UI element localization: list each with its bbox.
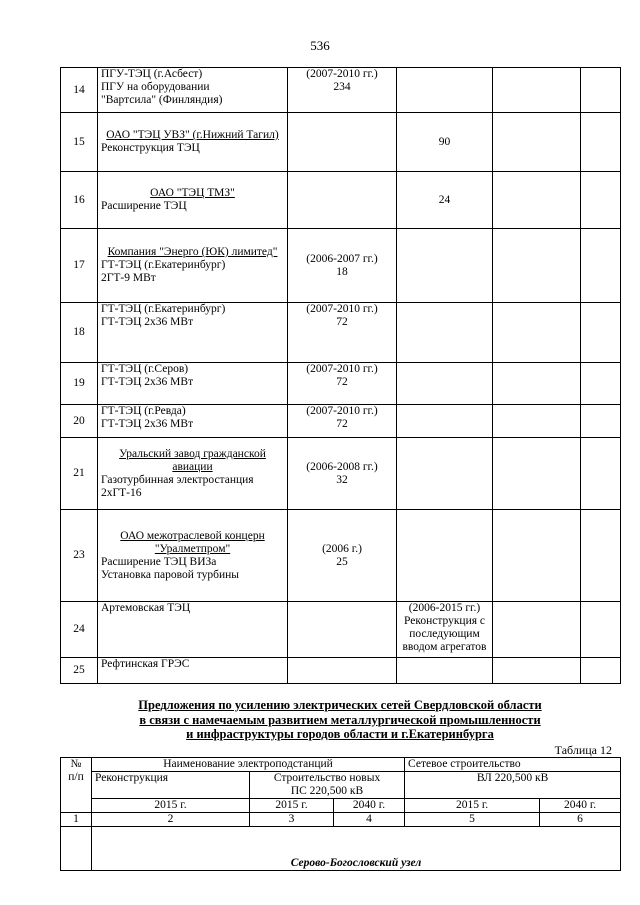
capacity-cell bbox=[397, 438, 493, 510]
empty-cell bbox=[493, 658, 581, 684]
year-cell: 2040 г. bbox=[334, 799, 405, 813]
cell-line: 24 bbox=[438, 193, 451, 206]
table-label: Таблица 12 bbox=[554, 743, 612, 757]
period-capacity-cell bbox=[288, 510, 397, 602]
cell-line: 72 bbox=[336, 418, 348, 430]
table-row bbox=[61, 303, 621, 363]
empty-cell bbox=[581, 229, 621, 303]
description-line: ПГУ на оборудовании bbox=[101, 81, 210, 93]
description-line: Расширение ТЭЦ bbox=[101, 200, 187, 212]
cell-line: 90 bbox=[438, 135, 451, 148]
period-capacity-cell bbox=[288, 438, 397, 510]
empty-cell bbox=[493, 229, 581, 303]
table-row bbox=[61, 172, 621, 229]
heading-line: и инфраструктуры городов области и г.Екатеринбурга bbox=[186, 727, 494, 741]
row-number: 23 bbox=[61, 510, 98, 602]
cell-line: Реконструкция с bbox=[403, 615, 486, 627]
cell-line: (2006 г.) bbox=[322, 542, 362, 555]
empty-cell bbox=[581, 363, 621, 405]
proposals-heading bbox=[60, 698, 620, 742]
table-row bbox=[61, 510, 621, 602]
row-number: 21 bbox=[61, 438, 98, 510]
cell-line: (2006-2008 гг.) bbox=[306, 460, 378, 473]
row-number: 24 bbox=[61, 602, 98, 658]
year-cell: 2015 г. bbox=[405, 799, 540, 813]
row-number: 20 bbox=[61, 405, 98, 438]
period-capacity-cell bbox=[288, 303, 397, 363]
cell-line: последующим bbox=[409, 628, 480, 640]
cell-line: (2007-2010 гг.) bbox=[306, 68, 378, 80]
description-line: ГТ-ТЭЦ (г.Екатеринбург) bbox=[101, 303, 226, 315]
description-line: ГТ-ТЭЦ 2х36 МВт bbox=[101, 376, 194, 388]
empty-cell bbox=[581, 405, 621, 438]
column-number: 6 bbox=[540, 813, 621, 827]
description-line: 2ГТ-9 МВт bbox=[101, 272, 156, 284]
description-line: ГТ-ТЭЦ 2х36 МВт bbox=[101, 316, 194, 328]
row-number: 19 bbox=[61, 363, 98, 405]
row-description bbox=[98, 438, 288, 510]
section-num-cell bbox=[61, 827, 92, 871]
row-number: 14 bbox=[61, 68, 98, 113]
cell-line: (2007-2010 гг.) bbox=[306, 405, 378, 417]
power-plants-table bbox=[60, 67, 621, 684]
heading-line: Предложения по усилению электрических сетей Свердловской области bbox=[138, 698, 542, 712]
empty-cell bbox=[581, 658, 621, 684]
header-lines: ВЛ 220,500 кВ bbox=[405, 772, 621, 799]
empty-cell bbox=[581, 113, 621, 172]
cell-line: 25 bbox=[336, 555, 348, 568]
description-line: Расширение ТЭЦ ВИЗа bbox=[101, 555, 217, 568]
description-line: 2хГТ-16 bbox=[101, 486, 142, 499]
column-number: 1 bbox=[61, 813, 92, 827]
row-description bbox=[98, 602, 288, 658]
cell-line: 18 bbox=[336, 265, 348, 278]
cell-line: (2006-2015 гг.) bbox=[408, 602, 481, 614]
cell-line: 72 bbox=[336, 316, 348, 328]
period-capacity-cell bbox=[288, 68, 397, 113]
organization-name: ОАО "ТЭЦ ТМЗ" bbox=[150, 187, 235, 199]
cell-line: 32 bbox=[336, 473, 348, 486]
table-row bbox=[61, 658, 621, 684]
column-number: 4 bbox=[334, 813, 405, 827]
empty-cell bbox=[493, 172, 581, 229]
description-line: Газотурбинная электростанция bbox=[101, 473, 254, 486]
empty-cell bbox=[493, 303, 581, 363]
table-row bbox=[61, 113, 621, 172]
capacity-cell bbox=[397, 229, 493, 303]
description-line: ПГУ-ТЭЦ (г.Асбест) bbox=[101, 68, 203, 80]
description-line: ГТ-ТЭЦ (г.Серов) bbox=[101, 363, 189, 375]
organization-name: ОАО межотраслевой концерн "Уралметпром" bbox=[120, 529, 265, 555]
header-num: № п/п bbox=[61, 758, 92, 813]
table-row bbox=[61, 363, 621, 405]
empty-cell bbox=[581, 303, 621, 363]
empty-cell bbox=[493, 405, 581, 438]
organization-name: Уральский завод гражданской авиации bbox=[119, 447, 266, 473]
empty-cell bbox=[493, 68, 581, 113]
column-number: 2 bbox=[92, 813, 250, 827]
description-line: ГТ-ТЭЦ (г.Ревда) bbox=[101, 405, 186, 417]
cell-line: (2006-2007 гг.) bbox=[306, 252, 378, 265]
row-number: 17 bbox=[61, 229, 98, 303]
period-capacity-cell bbox=[288, 172, 397, 229]
row-description bbox=[98, 172, 288, 229]
cell-line: вводом агрегатов bbox=[402, 641, 487, 653]
table-row bbox=[61, 229, 621, 303]
capacity-cell bbox=[397, 68, 493, 113]
page-number: 536 bbox=[310, 38, 330, 53]
year-cell: 2015 г. bbox=[92, 799, 250, 813]
table-12 bbox=[60, 757, 621, 871]
column-number: 3 bbox=[250, 813, 334, 827]
header-network: Сетевое строительство bbox=[405, 758, 621, 772]
description-line: Установка паровой турбины bbox=[101, 568, 240, 581]
row-description bbox=[98, 229, 288, 303]
organization-name: ОАО "ТЭЦ УВЗ" (г.Нижний Тагил) bbox=[106, 129, 279, 141]
capacity-cell bbox=[397, 658, 493, 684]
heading-line: в связи с намечаемым развитием металлургической промышленности bbox=[139, 712, 541, 727]
description-line: ГТ-ТЭЦ (г.Екатеринбург) bbox=[101, 259, 226, 271]
empty-cell bbox=[581, 438, 621, 510]
empty-cell bbox=[493, 602, 581, 658]
column-number: 5 bbox=[405, 813, 540, 827]
empty-cell bbox=[493, 113, 581, 172]
year-cell: 2040 г. bbox=[540, 799, 621, 813]
capacity-cell bbox=[397, 303, 493, 363]
row-description bbox=[98, 113, 288, 172]
row-description bbox=[98, 658, 288, 684]
row-description bbox=[98, 303, 288, 363]
capacity-cell bbox=[397, 510, 493, 602]
section-title: Серово-Богословский узел bbox=[92, 827, 621, 871]
empty-cell bbox=[493, 363, 581, 405]
header-substations: Наименование электроподстанций bbox=[92, 758, 405, 772]
header-reconstruction: Реконструкция bbox=[92, 772, 250, 799]
table-row bbox=[61, 602, 621, 658]
organization-name: Компания "Энерго (ЮК) лимитед" bbox=[107, 246, 278, 258]
period-capacity-cell bbox=[288, 602, 397, 658]
row-description bbox=[98, 405, 288, 438]
period-capacity-cell bbox=[288, 363, 397, 405]
empty-cell bbox=[581, 602, 621, 658]
row-number: 15 bbox=[61, 113, 98, 172]
period-capacity-cell bbox=[288, 658, 397, 684]
empty-cell bbox=[581, 172, 621, 229]
cell-line: 72 bbox=[336, 376, 348, 388]
empty-cell bbox=[581, 510, 621, 602]
cell-line: (2007-2010 гг.) bbox=[306, 363, 378, 375]
header-new-substations: Строительство новых ПС 220,500 кВ bbox=[250, 772, 405, 799]
capacity-cell bbox=[397, 363, 493, 405]
description-line: Реконструкция ТЭЦ bbox=[101, 142, 200, 154]
row-description bbox=[98, 68, 288, 113]
cell-line: (2007-2010 гг.) bbox=[306, 303, 378, 315]
capacity-cell bbox=[397, 172, 493, 229]
empty-cell bbox=[493, 438, 581, 510]
description-line: Рефтинская ГРЭС bbox=[101, 658, 190, 670]
row-description bbox=[98, 363, 288, 405]
capacity-cell bbox=[397, 113, 493, 172]
cell-line: 234 bbox=[333, 81, 351, 93]
row-number: 18 bbox=[61, 303, 98, 363]
empty-cell bbox=[493, 510, 581, 602]
description-line: ГТ-ТЭЦ 2х36 МВт bbox=[101, 418, 194, 430]
table-row bbox=[61, 405, 621, 438]
row-description bbox=[98, 510, 288, 602]
description-line: Артемовская ТЭЦ bbox=[101, 602, 191, 614]
capacity-cell bbox=[397, 602, 493, 658]
empty-cell bbox=[581, 68, 621, 113]
description-line: "Вартсила" (Финляндия) bbox=[101, 94, 223, 106]
table-row bbox=[61, 438, 621, 510]
period-capacity-cell bbox=[288, 113, 397, 172]
table-row bbox=[61, 68, 621, 113]
capacity-cell bbox=[397, 405, 493, 438]
row-number: 16 bbox=[61, 172, 98, 229]
period-capacity-cell bbox=[288, 229, 397, 303]
row-number: 25 bbox=[61, 658, 98, 684]
period-capacity-cell bbox=[288, 405, 397, 438]
year-cell: 2015 г. bbox=[250, 799, 334, 813]
